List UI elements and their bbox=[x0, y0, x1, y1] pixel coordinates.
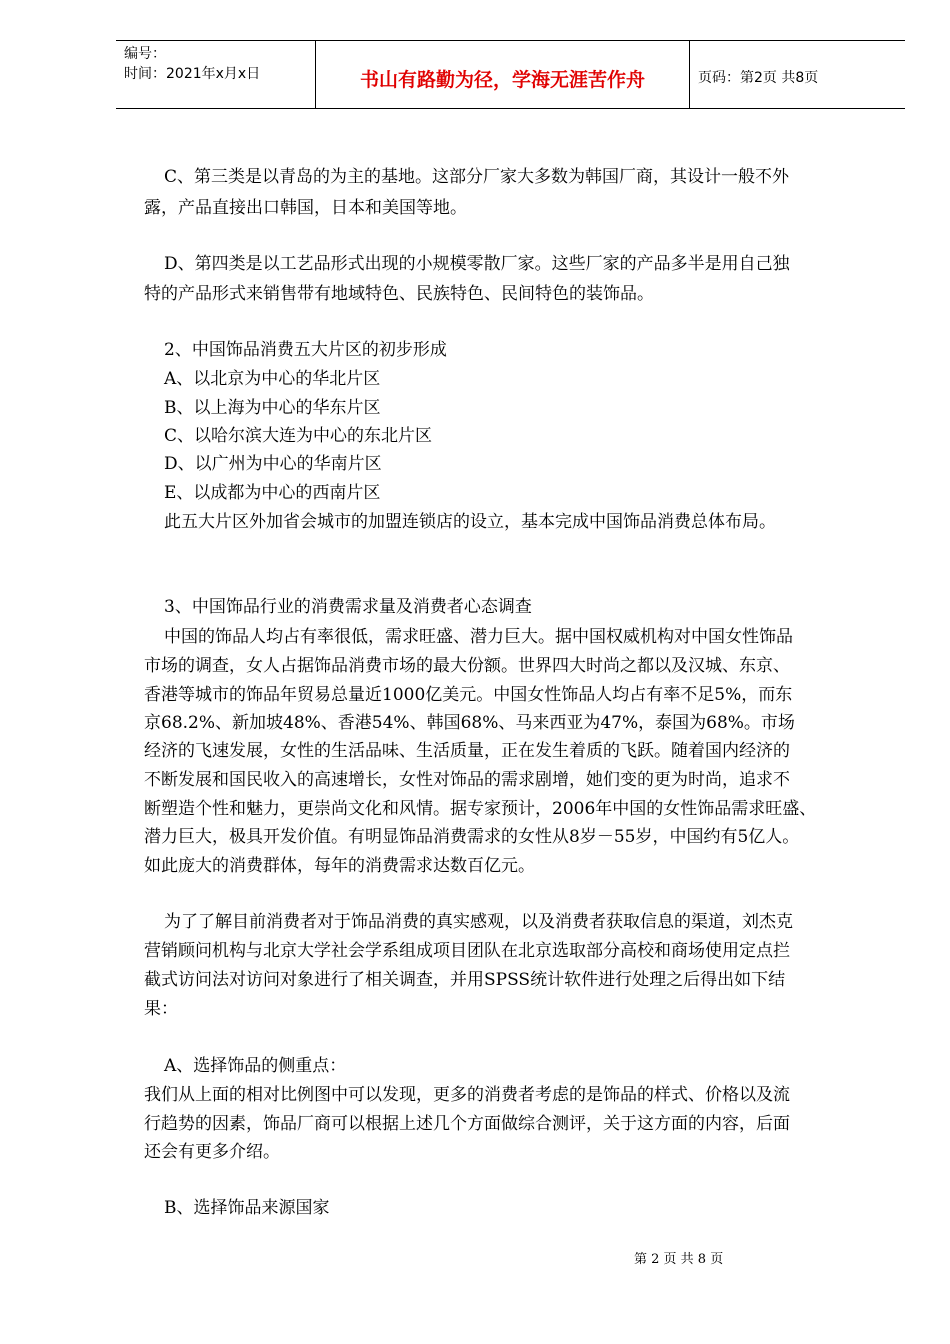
list-item: A、以北京为中心的华北片区 bbox=[164, 369, 381, 389]
paragraph-line: D、第四类是以工艺品形式出现的小规模零散厂家。这些厂家的产品多半是用自己独 bbox=[164, 254, 790, 274]
paragraph-line: 为了了解目前消费者对于饰品消费的真实感观，以及消费者获取信息的渠道，刘杰克 bbox=[164, 912, 793, 932]
paragraph-line: 果： bbox=[144, 999, 178, 1019]
paragraph-line: 经济的飞速发展，女性的生活品味、生活质量，正在发生着质的飞跃。随着国内经济的 bbox=[144, 741, 790, 761]
page-header bbox=[116, 40, 905, 109]
paragraph-line: 中国的饰品人均占有率很低，需求旺盛、潜力巨大。据中国权威机构对中国女性饰品 bbox=[164, 627, 793, 647]
section-heading: 2、中国饰品消费五大片区的初步形成 bbox=[164, 340, 447, 360]
header-motto: 书山有路勤为径，学海无涯苦作舟 bbox=[359, 69, 645, 91]
list-item: E、以成都为中心的西南片区 bbox=[164, 483, 381, 503]
paragraph-line: 断塑造个性和魅力，更崇尚文化和风情。据专家预计，2006年中国的女性饰品需求旺盛、 bbox=[144, 799, 817, 819]
subsection-heading: B、选择饰品来源国家 bbox=[164, 1198, 330, 1218]
paragraph-line: 潜力巨大，极具开发价值。有明显饰品消费需求的女性从8岁－55岁，中国约有5亿人。 bbox=[144, 827, 800, 847]
list-item: D、以广州为中心的华南片区 bbox=[164, 454, 382, 474]
paragraph-line: 京68.2%、新加坡48%、香港54%、韩国68%、马来西亚为47%，泰国为68%。市场 bbox=[144, 713, 795, 733]
paragraph-line: 截式访问法对访问对象进行了相关调查，并用SPSS统计软件进行处理之后得出如下结 bbox=[144, 970, 786, 990]
paragraph-line: 还会有更多介绍。 bbox=[144, 1142, 280, 1162]
section-heading: 3、中国饰品行业的消费需求量及消费者心态调查 bbox=[164, 597, 532, 617]
paragraph-line: 不断发展和国民收入的高速增长，女性对饰品的需求剧增，她们变的更为时尚，追求不 bbox=[144, 770, 790, 790]
paragraph-line: 露，产品直接出口韩国，日本和美国等地。 bbox=[144, 198, 467, 218]
list-item: B、以上海为中心的华东片区 bbox=[164, 398, 381, 418]
list-item: C、以哈尔滨大连为中心的东北片区 bbox=[164, 426, 433, 446]
paragraph-line: 我们从上面的相对比例图中可以发现，更多的消费者考虑的是饰品的样式、价格以及流 bbox=[144, 1085, 790, 1105]
paragraph-line: 市场的调查，女人占据饰品消费市场的最大份额。世界四大时尚之都以及汉城、东京、 bbox=[144, 656, 790, 676]
paragraph-line: 香港等城市的饰品年贸易总量近1000亿美元。中国女性饰品人均占有率不足5%，而东 bbox=[144, 685, 793, 705]
paragraph-line: C、第三类是以青岛的为主的基地。这部分厂家大多数为韩国厂商，其设计一般不外 bbox=[164, 167, 790, 187]
paragraph-line: 营销顾问机构与北京大学社会学系组成项目团队在北京选取部分高校和商场使用定点拦 bbox=[144, 941, 790, 961]
paragraph-line: 如此庞大的消费群体，每年的消费需求达数百亿元。 bbox=[144, 856, 535, 876]
header-meta-cell bbox=[116, 41, 316, 108]
page-footer: 第 2 页 共 8 页 bbox=[634, 1252, 724, 1267]
paragraph-line: 特的产品形式来销售带有地域特色、民族特色、民间特色的装饰品。 bbox=[144, 284, 654, 304]
document-code-label: 编号： bbox=[124, 46, 166, 62]
subsection-heading: A、选择饰品的侧重点： bbox=[164, 1056, 347, 1076]
document-time-label: 时间：2021年x月x日 bbox=[124, 66, 261, 82]
paragraph-line: 此五大片区外加省会城市的加盟连锁店的设立，基本完成中国饰品消费总体布局。 bbox=[164, 512, 776, 532]
header-page-info: 页码：第2页 共8页 bbox=[698, 70, 819, 86]
header-page-cell bbox=[690, 41, 905, 108]
paragraph-line: 行趋势的因素，饰品厂商可以根据上述几个方面做综合测评，关于这方面的内容，后面 bbox=[144, 1114, 790, 1134]
header-motto-cell bbox=[316, 41, 690, 108]
